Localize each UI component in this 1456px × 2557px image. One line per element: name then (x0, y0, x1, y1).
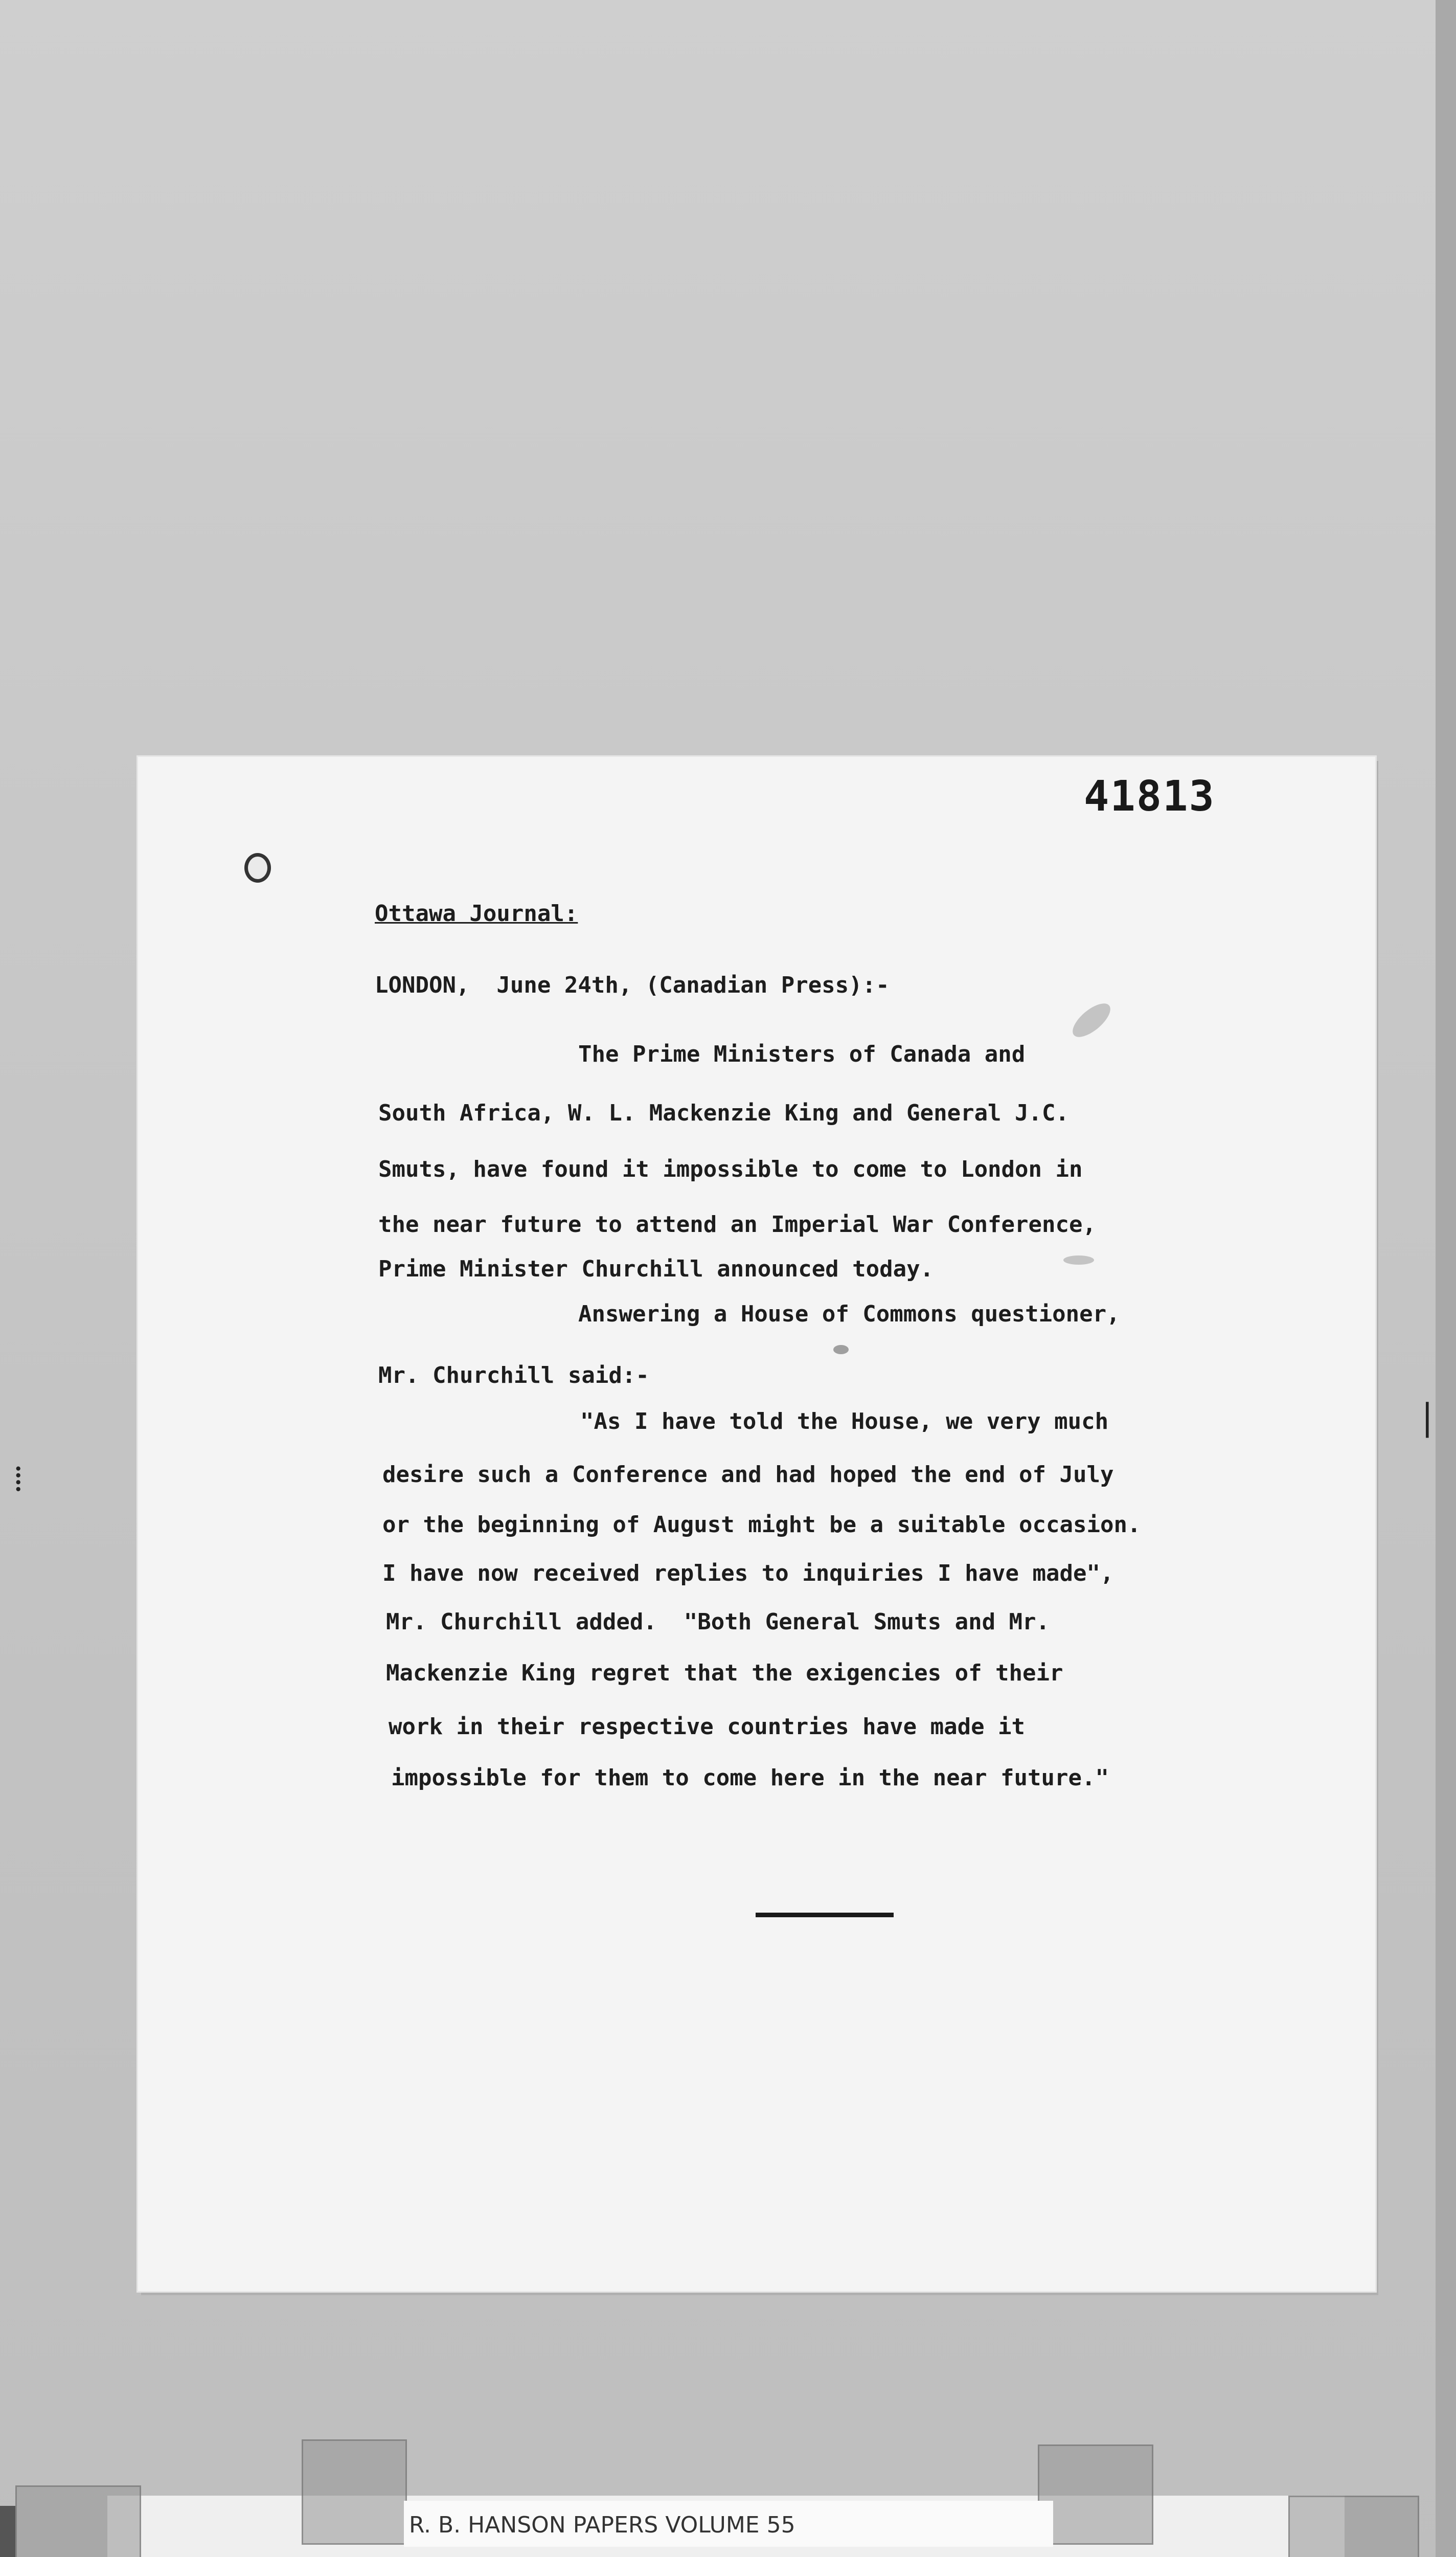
tape-piece (15, 2485, 141, 2557)
body-line: work in their respective countries have made it (389, 1714, 1026, 1740)
right-edge-mark: | (1421, 1396, 1434, 1438)
body-line: Prime Minister Churchill announced today. (378, 1256, 934, 1282)
volume-label: R. B. HANSON PAPERS VOLUME 55 (409, 2512, 795, 2538)
ink-smudge (833, 1345, 849, 1354)
end-rule (756, 1913, 894, 1917)
tape-piece (302, 2439, 407, 2545)
body-line: The Prime Ministers of Canada and (578, 1041, 1026, 1067)
left-dark-edge (0, 2506, 15, 2557)
body-line: I have now received replies to inquiries I have made", (382, 1560, 1114, 1586)
source-heading: Ottawa Journal: (375, 901, 578, 927)
punch-hole (244, 853, 271, 883)
body-line: Mackenzie King regret that the exigencies of their (386, 1660, 1063, 1686)
document-number: 41813 (1084, 772, 1215, 821)
body-line: "As I have told the House, we very much (580, 1408, 1109, 1434)
tape-piece (1288, 2496, 1419, 2557)
right-edge-strip (1436, 0, 1456, 2557)
tape-piece (1038, 2444, 1153, 2545)
body-line: Smuts, have found it impossible to come to London in (378, 1156, 1083, 1182)
body-line: impossible for them to come here in the near future." (391, 1765, 1109, 1791)
body-line: the near future to attend an Imperial War Conference, (378, 1212, 1096, 1238)
body-line: South Africa, W. L. Mackenzie King and General J.C. (378, 1100, 1070, 1126)
body-line: desire such a Conference and had hoped the end of July (382, 1462, 1114, 1488)
dateline: LONDON, June 24th, (Canadian Press):- (375, 972, 890, 998)
body-line: Mr. Churchill added. "Both General Smuts and Mr. (386, 1609, 1050, 1635)
body-line: Answering a House of Commons questioner, (578, 1301, 1120, 1327)
body-line: Mr. Churchill said:- (378, 1362, 649, 1388)
body-line: or the beginning of August might be a suitable occasion. (382, 1512, 1141, 1538)
left-edge-mark: ⁞ (13, 1457, 24, 1499)
ink-smudge (1063, 1255, 1094, 1265)
